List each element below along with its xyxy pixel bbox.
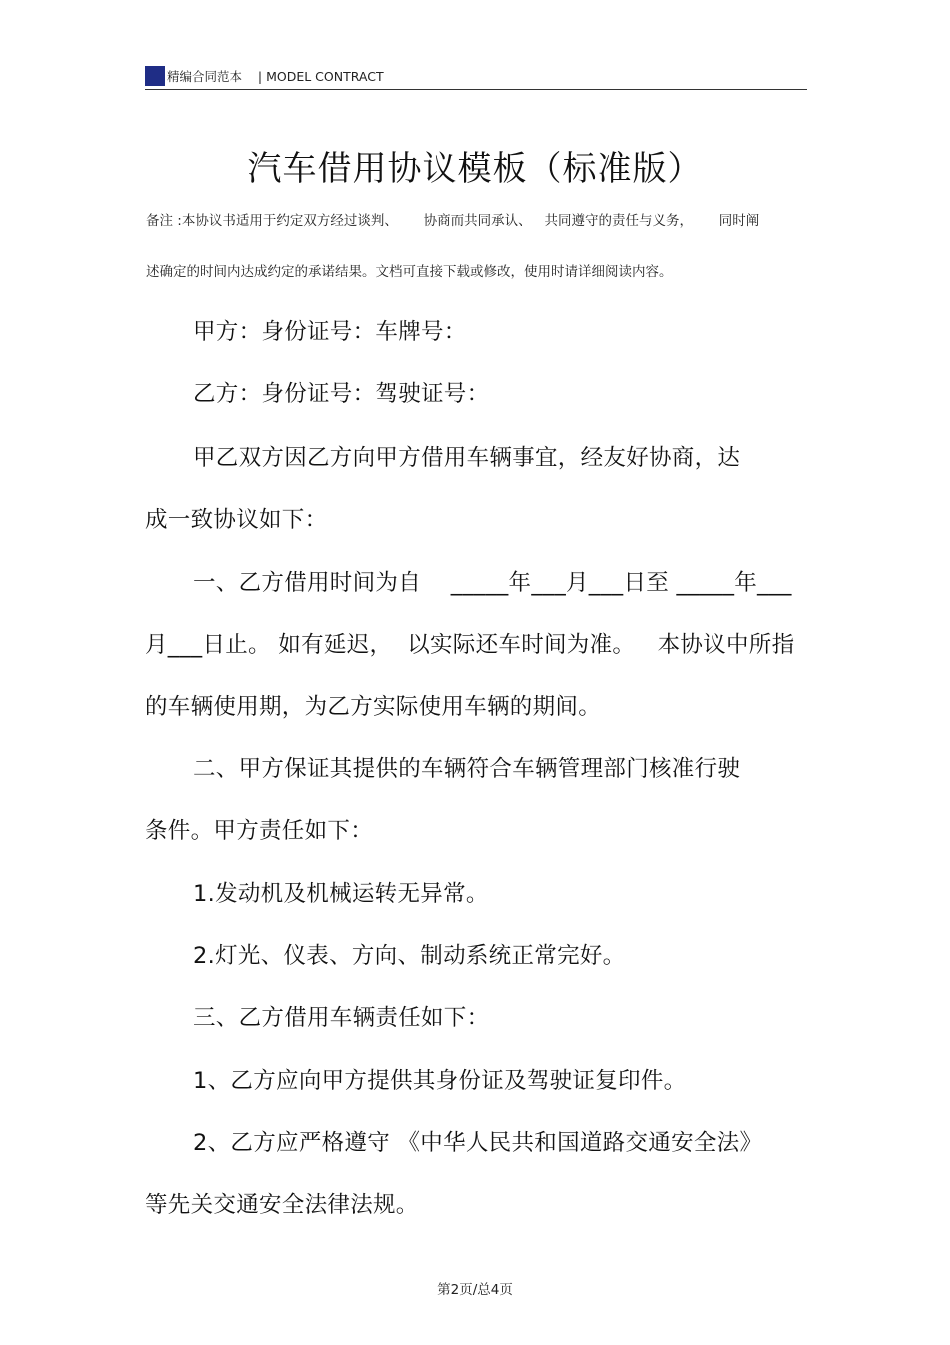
- clause-3-item-2-line-1: 2、乙方应严格遵守 《中华人民共和国道路交通安全法》: [193, 1130, 763, 1156]
- document-title: 汽车借用协议模板（标准版）: [247, 149, 703, 189]
- paragraph-party-b: 乙方：身份证号：驾驶证号：: [193, 381, 490, 407]
- page-number: 第2页/总4页: [437, 1282, 513, 1298]
- note-line-1: 备注 :本协议书适用于约定双方经过谈判、 协商而共同承认、 共同遵守的责任与义务， 同时阐: [146, 213, 760, 229]
- header-divider: [145, 89, 807, 90]
- clause-3-item-1: 1、乙方应向甲方提供其身份证及驾驶证复印件。: [193, 1068, 687, 1094]
- paragraph-intro-line-2: 成一致协议如下：: [145, 507, 328, 533]
- clause-1-line-2: 月___日止。 如有延迟， 以实际还车时间为准。 本协议中所指: [145, 632, 795, 658]
- paragraph-party-a: 甲方：身份证号：车牌号：: [193, 319, 467, 345]
- clause-2-item-2: 2.灯光、仪表、方向、制动系统正常完好。: [193, 943, 626, 969]
- clause-3-item-2-line-2: 等先关交通安全法律法规。: [145, 1192, 419, 1218]
- clause-3-heading: 三、乙方借用车辆责任如下：: [193, 1005, 490, 1031]
- paragraph-intro-line-1: 甲乙双方因乙方向甲方借用车辆事宜，经友好协商，达: [193, 445, 741, 471]
- brand-logo-icon: [145, 66, 165, 86]
- clause-2-line-2: 条件。甲方责任如下：: [145, 818, 374, 844]
- clause-1-line-1: 一、乙方借用时间为自 _____年___月___日至 _____年___: [193, 570, 792, 596]
- clause-1-line-3: 的车辆使用期，为乙方实际使用车辆的期间。: [145, 694, 602, 720]
- document-header: [145, 66, 807, 88]
- clause-2-line-1: 二、甲方保证其提供的车辆符合车辆管理部门核准行驶: [193, 756, 741, 782]
- header-label: 精编合同范本 | MODEL CONTRACT: [167, 69, 384, 84]
- note-line-2: 述确定的时间内达成约定的承诺结果。文档可直接下载或修改，使用时请详细阅读内容。: [146, 264, 673, 280]
- clause-2-item-1: 1.发动机及机械运转无异常。: [193, 881, 489, 907]
